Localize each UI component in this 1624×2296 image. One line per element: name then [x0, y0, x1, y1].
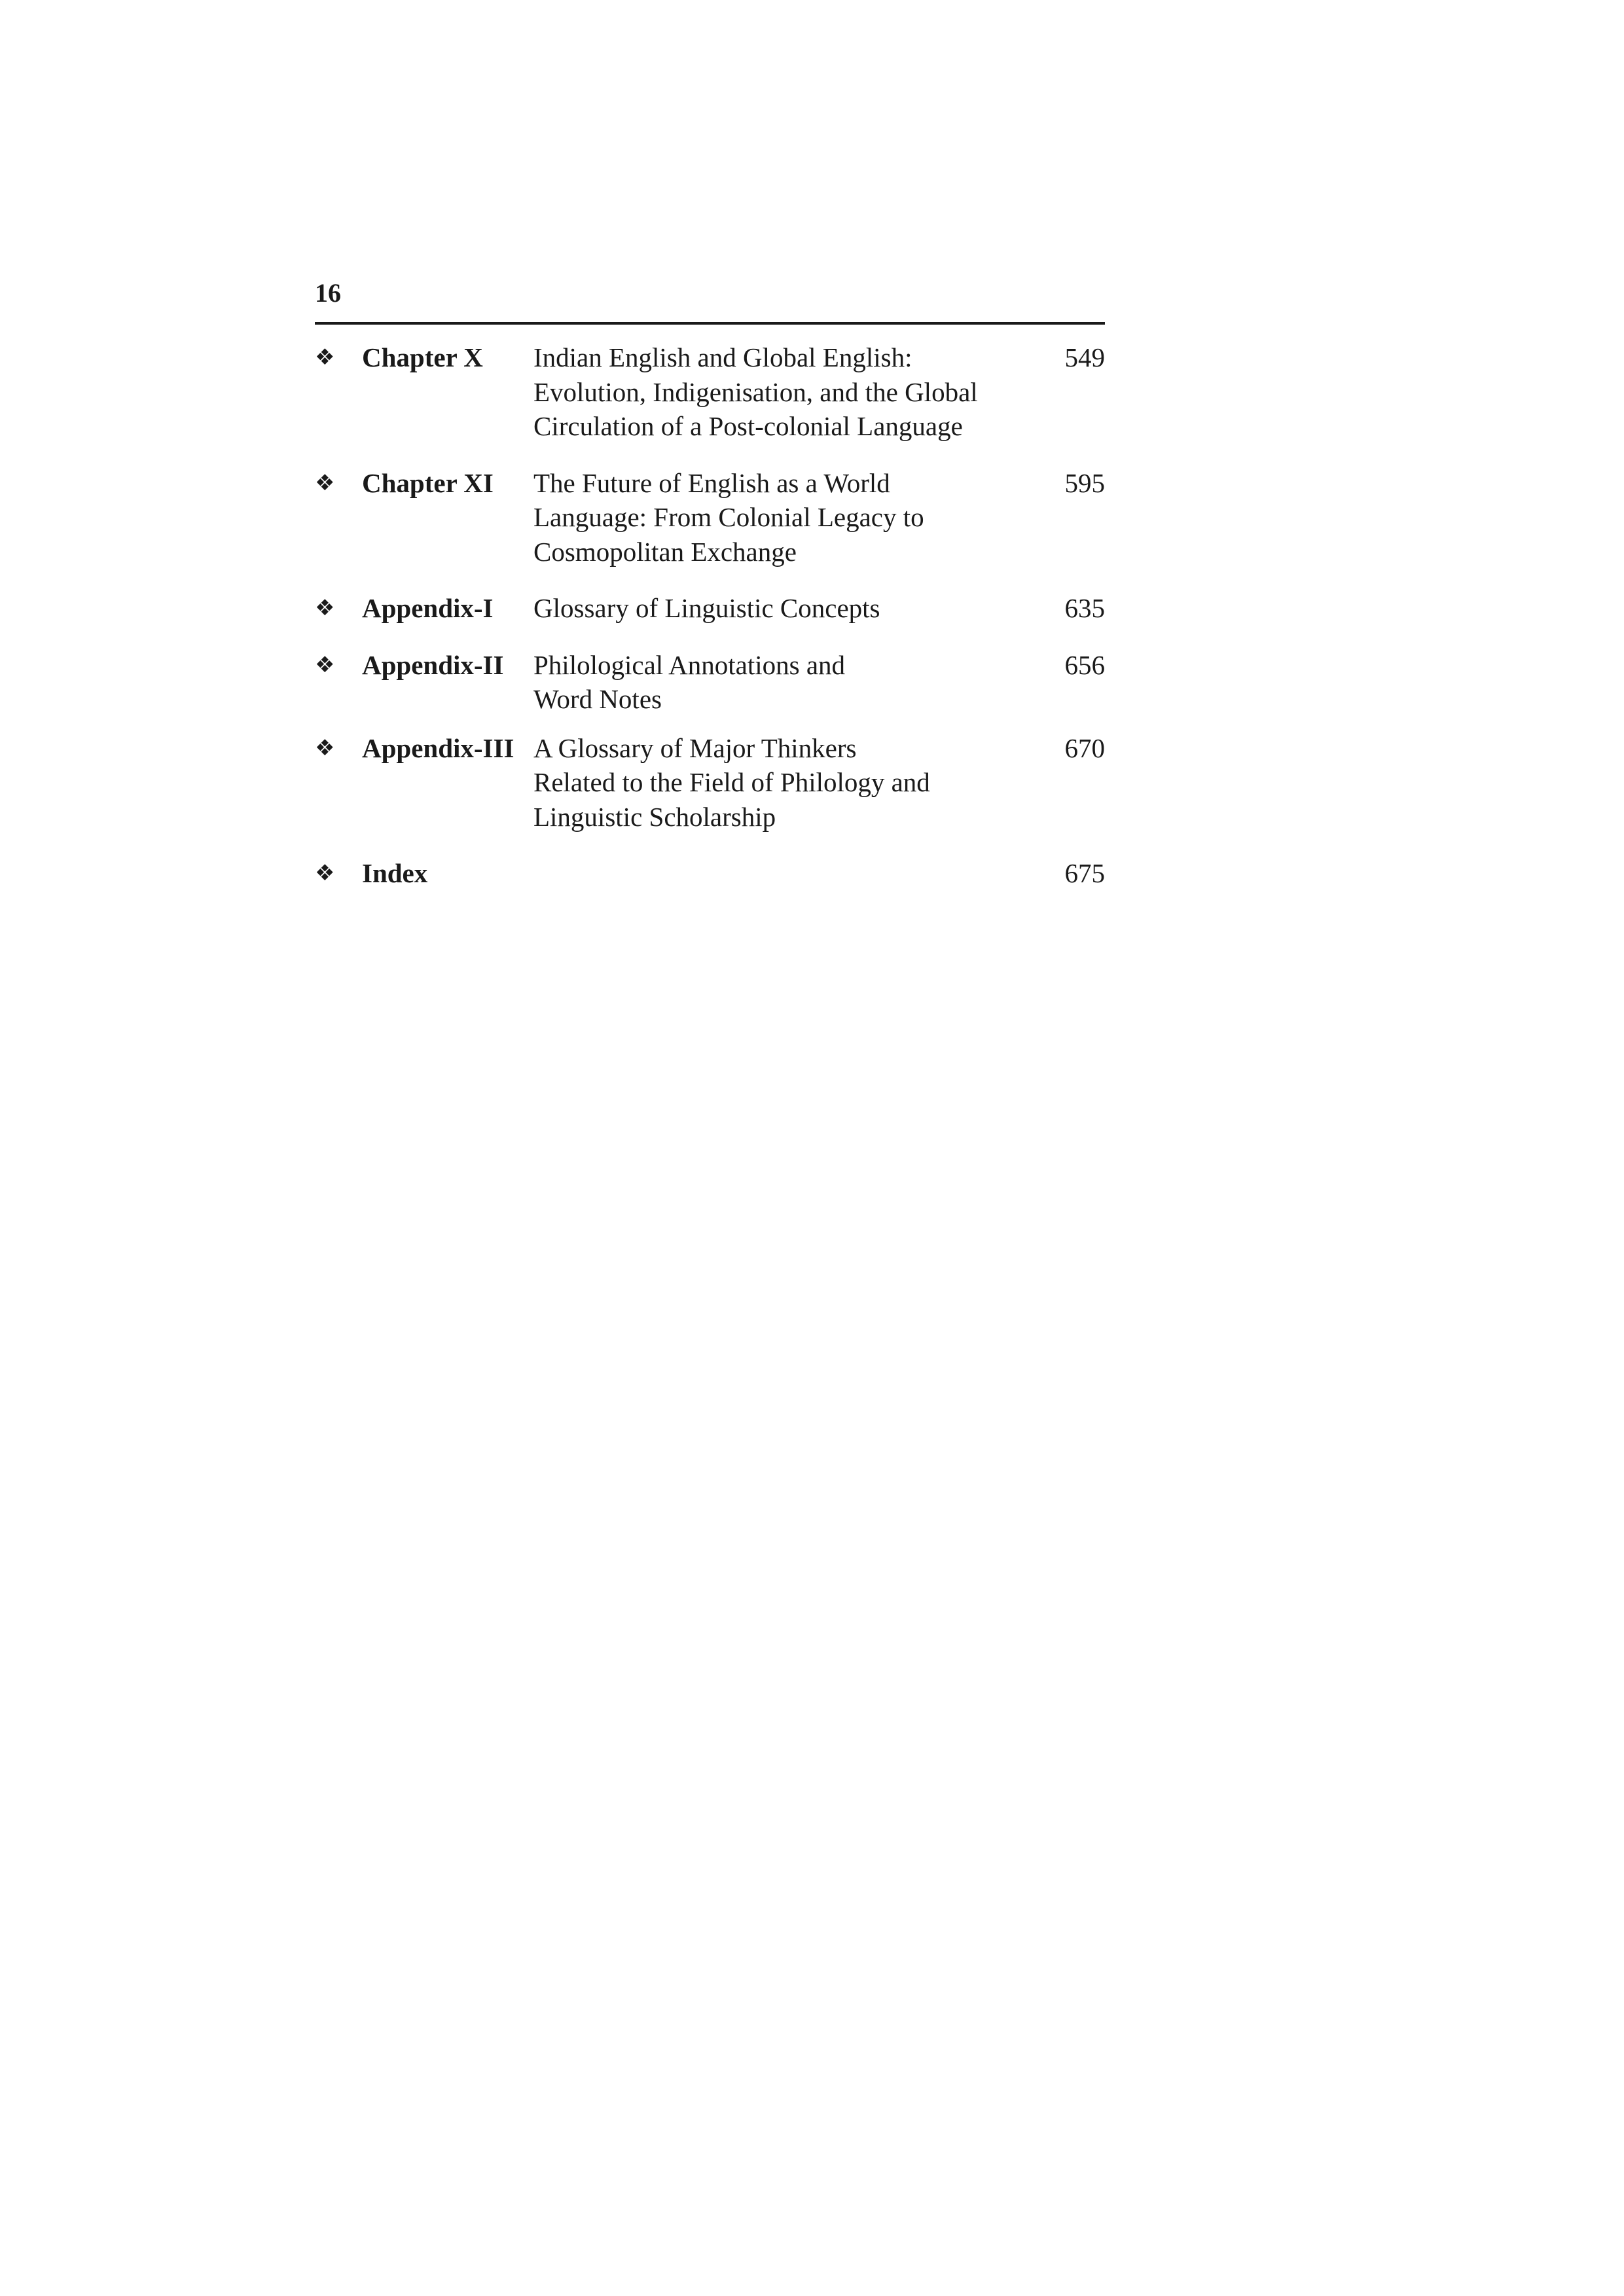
- toc-entry-title: The Future of English as a World Language: From Colonial Legacy to Cosmopolitan Exchange: [533, 467, 924, 567]
- toc-entry-label: Appendix-III: [362, 732, 514, 763]
- table-of-contents: [315, 340, 1105, 913]
- toc-entry-page: 549: [1064, 342, 1105, 372]
- toc-entry-appendix-iii[interactable]: [315, 731, 1105, 834]
- four-diamond-bullet-icon: ❖: [315, 595, 335, 621]
- header-rule: [315, 322, 1105, 325]
- toc-entry-page: 595: [1064, 467, 1105, 498]
- toc-entry-index[interactable]: [315, 856, 1105, 891]
- toc-entry-chapter-x[interactable]: [315, 340, 1105, 444]
- toc-entry-label: Appendix-II: [362, 649, 504, 680]
- toc-entry-appendix-ii[interactable]: [315, 648, 1105, 717]
- toc-entry-page: 670: [1064, 732, 1105, 763]
- toc-entry-page: 635: [1064, 593, 1105, 623]
- four-diamond-bullet-icon: ❖: [315, 651, 335, 678]
- toc-entry-title: Glossary of Linguistic Concepts: [533, 593, 880, 623]
- toc-entry-page: 675: [1064, 858, 1105, 888]
- toc-entry-label: Index: [362, 858, 428, 888]
- toc-entry-title: Indian English and Global English: Evolution, Indigenisation, and the Global Circulation of a Post-colonial Language: [533, 342, 978, 441]
- four-diamond-bullet-icon: ❖: [315, 344, 335, 370]
- four-diamond-bullet-icon: ❖: [315, 860, 335, 886]
- toc-entry-page: 656: [1064, 649, 1105, 680]
- toc-entry-title: Philological Annotations and Word Notes: [533, 649, 846, 714]
- four-diamond-bullet-icon: ❖: [315, 734, 335, 761]
- toc-entry-label: Appendix-I: [362, 593, 494, 623]
- toc-entry-label: Chapter XI: [362, 467, 494, 498]
- toc-entry-title: A Glossary of Major Thinkers Related to the Field of Philology and Linguistic Scholarship: [533, 732, 930, 832]
- four-diamond-bullet-icon: ❖: [315, 469, 335, 496]
- toc-entry-label: Chapter X: [362, 342, 483, 372]
- toc-entry-appendix-i[interactable]: [315, 591, 1105, 626]
- page-number: 16: [315, 278, 341, 308]
- toc-entry-chapter-xi[interactable]: [315, 466, 1105, 569]
